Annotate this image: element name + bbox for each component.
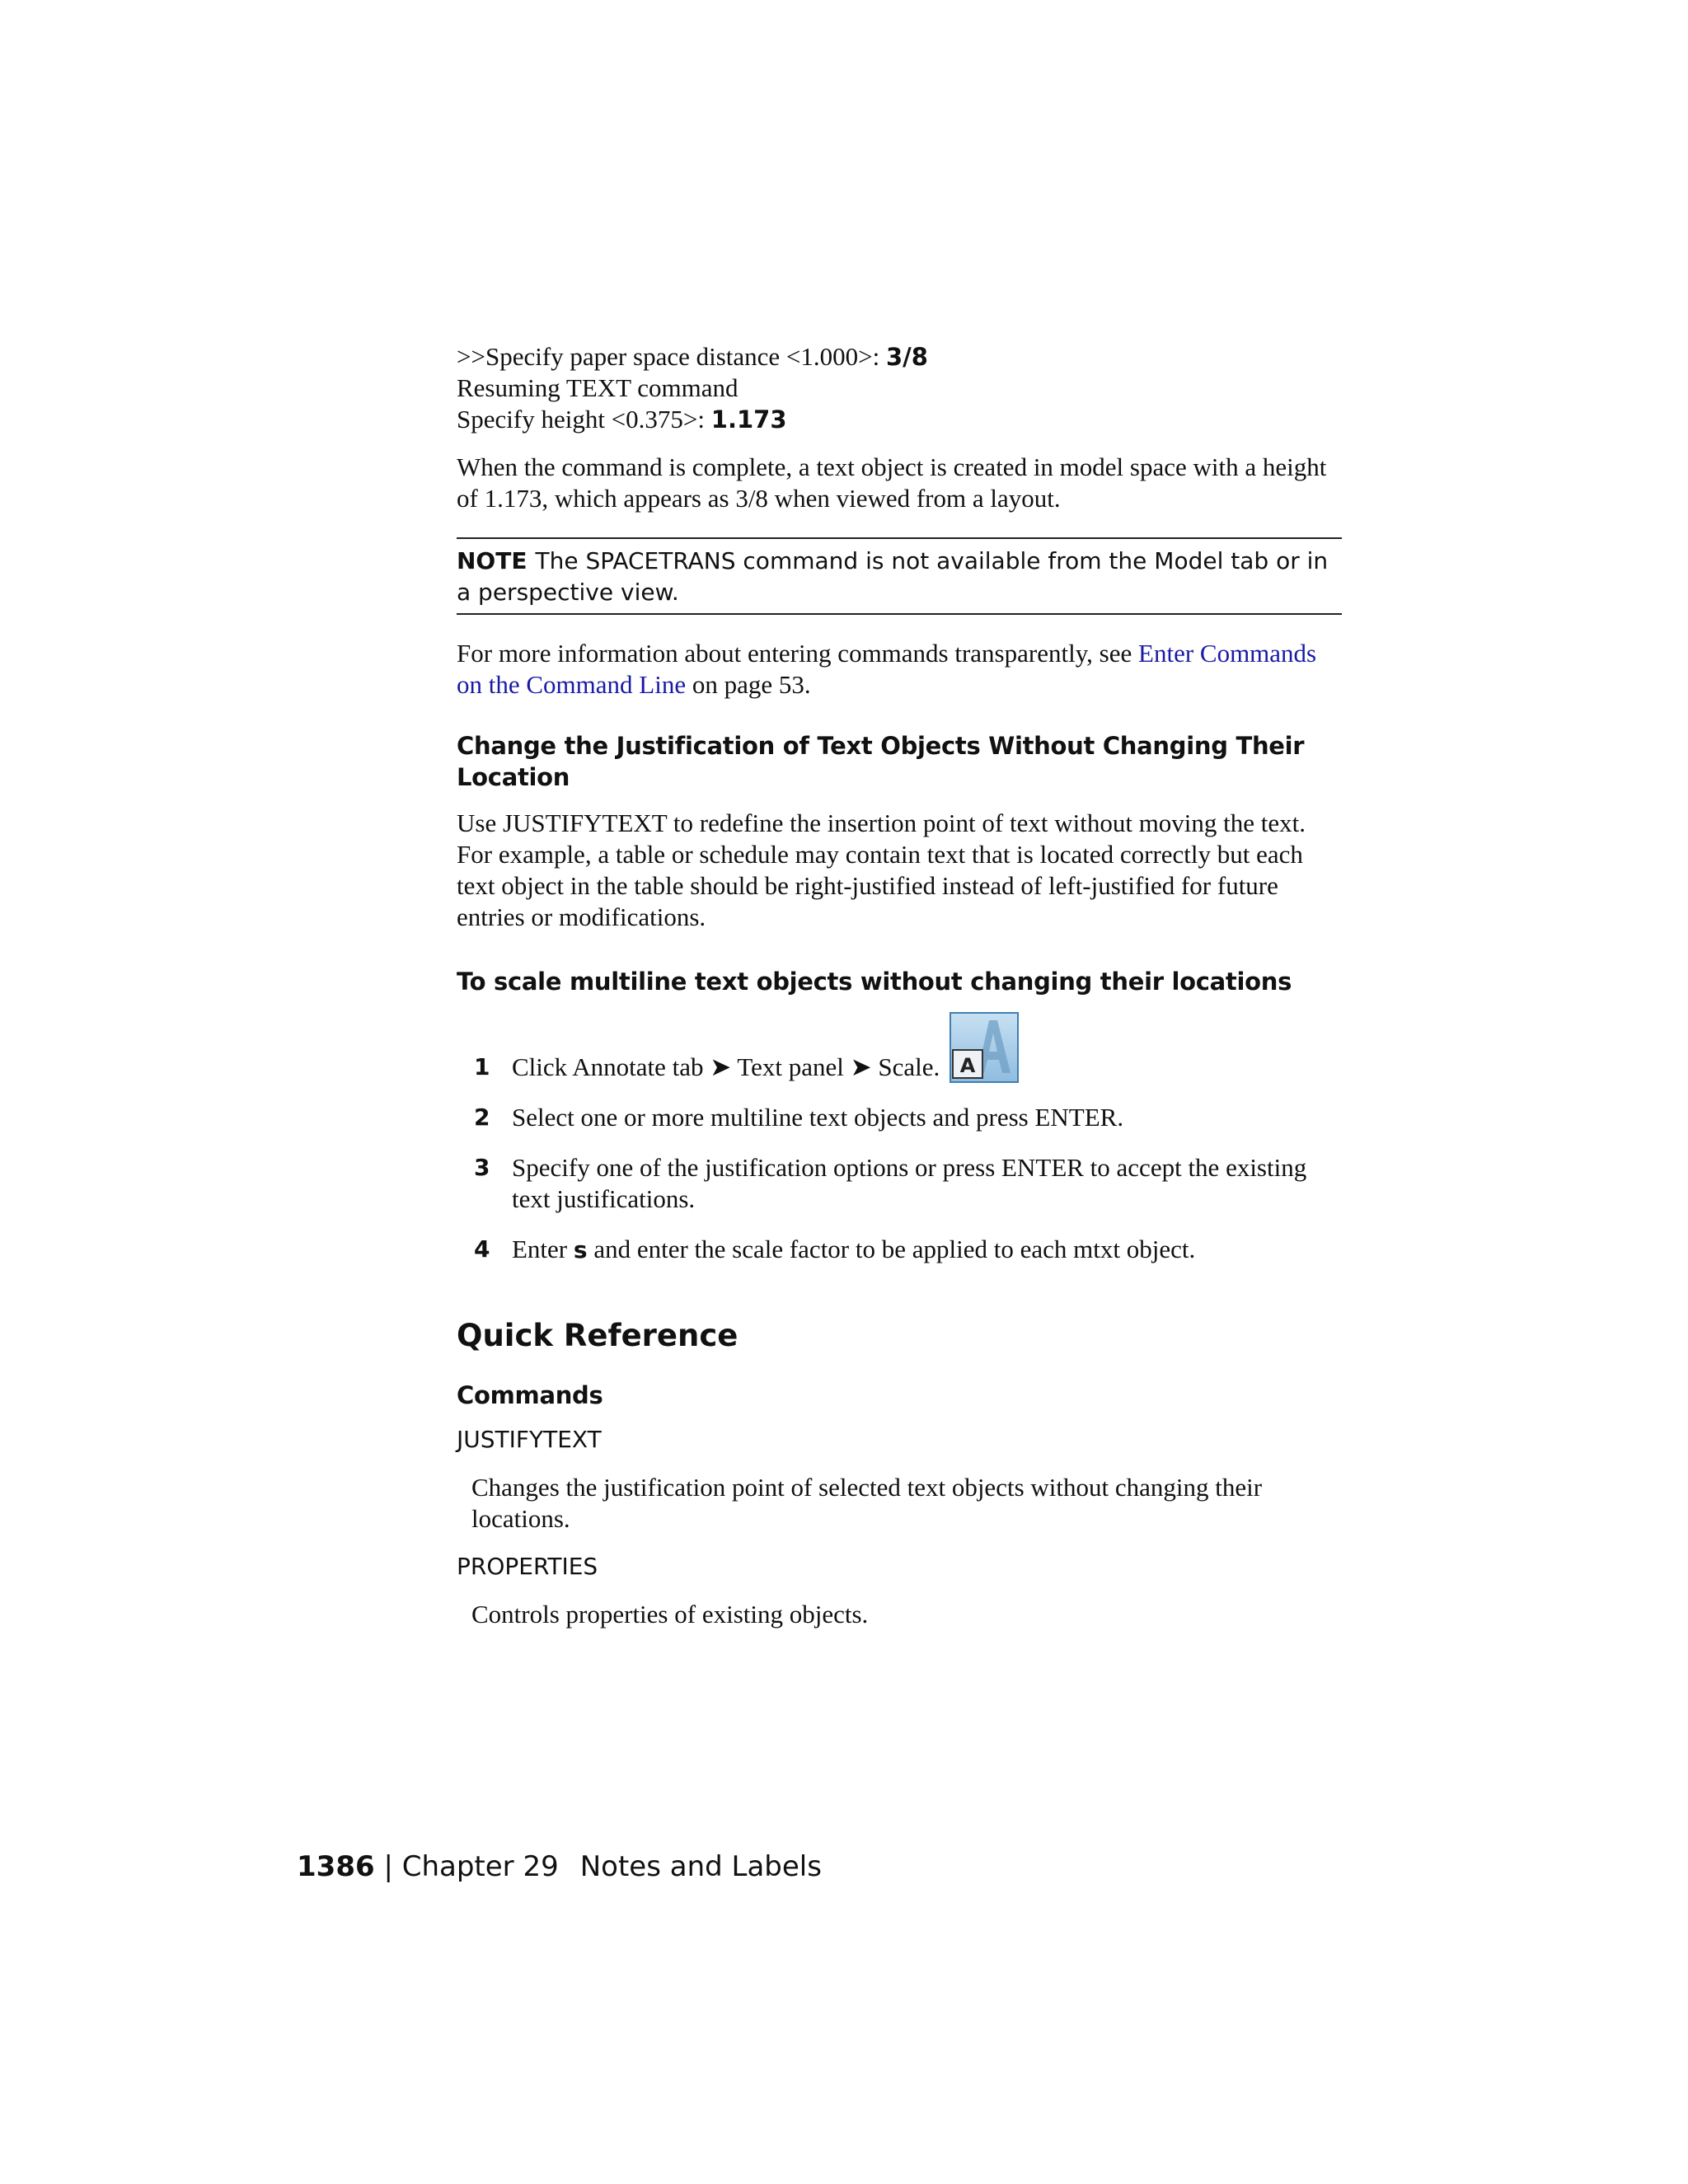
step-number: 2 <box>474 1104 490 1131</box>
step-1-text: Click Annotate tab ➤ Text panel ➤ Scale. <box>512 1052 940 1081</box>
prompt-line <box>457 404 1342 435</box>
prompt-text: Specify height <0.375>: <box>457 405 711 434</box>
step-text <box>512 1234 1342 1266</box>
command-name: JUSTIFYTEXT <box>457 1426 602 1453</box>
step-text <box>512 1012 1342 1083</box>
page-footer <box>297 1850 822 1883</box>
page-content <box>457 341 1342 1647</box>
footer-chapter: Chapter 29 <box>401 1850 559 1883</box>
more-info-text: For more information about entering commands transparently, see <box>457 639 1139 668</box>
footer-separator: | <box>374 1850 402 1883</box>
prompt-input: 1.173 <box>710 405 787 434</box>
result-paragraph: When the command is complete, a text object is created in model space with a height of 1.173, which appears as 3/8 when viewed from a layout. <box>457 452 1327 513</box>
procedure-heading: To scale multiline text objects without changing their locations <box>457 968 1292 996</box>
step-4-key: s <box>573 1236 588 1263</box>
prompt-text: Resuming TEXT command <box>457 373 738 402</box>
step-number: 3 <box>474 1154 490 1181</box>
step-4-text-rest: and enter the scale factor to be applied to each mtxt object. <box>587 1235 1196 1263</box>
step-text: Select one or more multiline text objects and press ENTER. <box>512 1103 1124 1132</box>
prompt-line <box>457 373 1342 404</box>
prompt-line <box>457 341 1342 373</box>
command-prompt-block <box>457 341 1342 435</box>
page-number: 1386 <box>297 1850 375 1883</box>
footer-chapter-title: Notes and Labels <box>579 1850 822 1883</box>
step-item <box>457 1102 1342 1133</box>
command-description: Controls properties of existing objects. <box>471 1600 869 1629</box>
scale-text-icon[interactable] <box>950 1012 1019 1083</box>
prompt-text: >>Specify paper space distance <1.000>: <box>457 342 886 371</box>
justify-heading: Change the Justification of Text Objects Without Changing Their Location <box>457 732 1305 791</box>
command-entry <box>457 1424 1342 1535</box>
quick-reference-title: Quick Reference <box>457 1318 738 1353</box>
commands-heading: Commands <box>457 1381 603 1409</box>
more-info-paragraph <box>457 638 1342 701</box>
step-number: 1 <box>474 1053 490 1080</box>
note-text: The SPACETRANS command is not available from the Model tab or in a perspective view. <box>457 547 1329 606</box>
step-item <box>457 1012 1342 1083</box>
procedure-steps <box>457 1012 1342 1266</box>
command-entry <box>457 1551 1342 1630</box>
more-info-page-ref: on page 53. <box>686 670 811 699</box>
step-number: 4 <box>474 1235 490 1263</box>
command-name: PROPERTIES <box>457 1553 598 1580</box>
step-text: Specify one of the justification options or press ENTER to accept the existing text justifications. <box>512 1153 1307 1213</box>
step-4-text: Enter <box>512 1235 574 1263</box>
justify-paragraph: Use JUSTIFYTEXT to redefine the insertion point of text without moving the text. For example, a table or schedule may contain text that is located correctly but each text object in the table should be right-justified instead of left-justified for future entries or modifications. <box>457 808 1306 931</box>
prompt-input: 3/8 <box>886 343 928 371</box>
note-box <box>457 537 1342 615</box>
svg-text:A: A <box>959 1054 976 1077</box>
step-item <box>457 1152 1342 1215</box>
enter-commands-link[interactable]: Enter Commands on the Command Line <box>457 639 1317 699</box>
step-item <box>457 1234 1342 1266</box>
note-label: NOTE <box>457 547 528 574</box>
command-description: Changes the justification point of selected text objects without changing their locations. <box>471 1473 1263 1533</box>
